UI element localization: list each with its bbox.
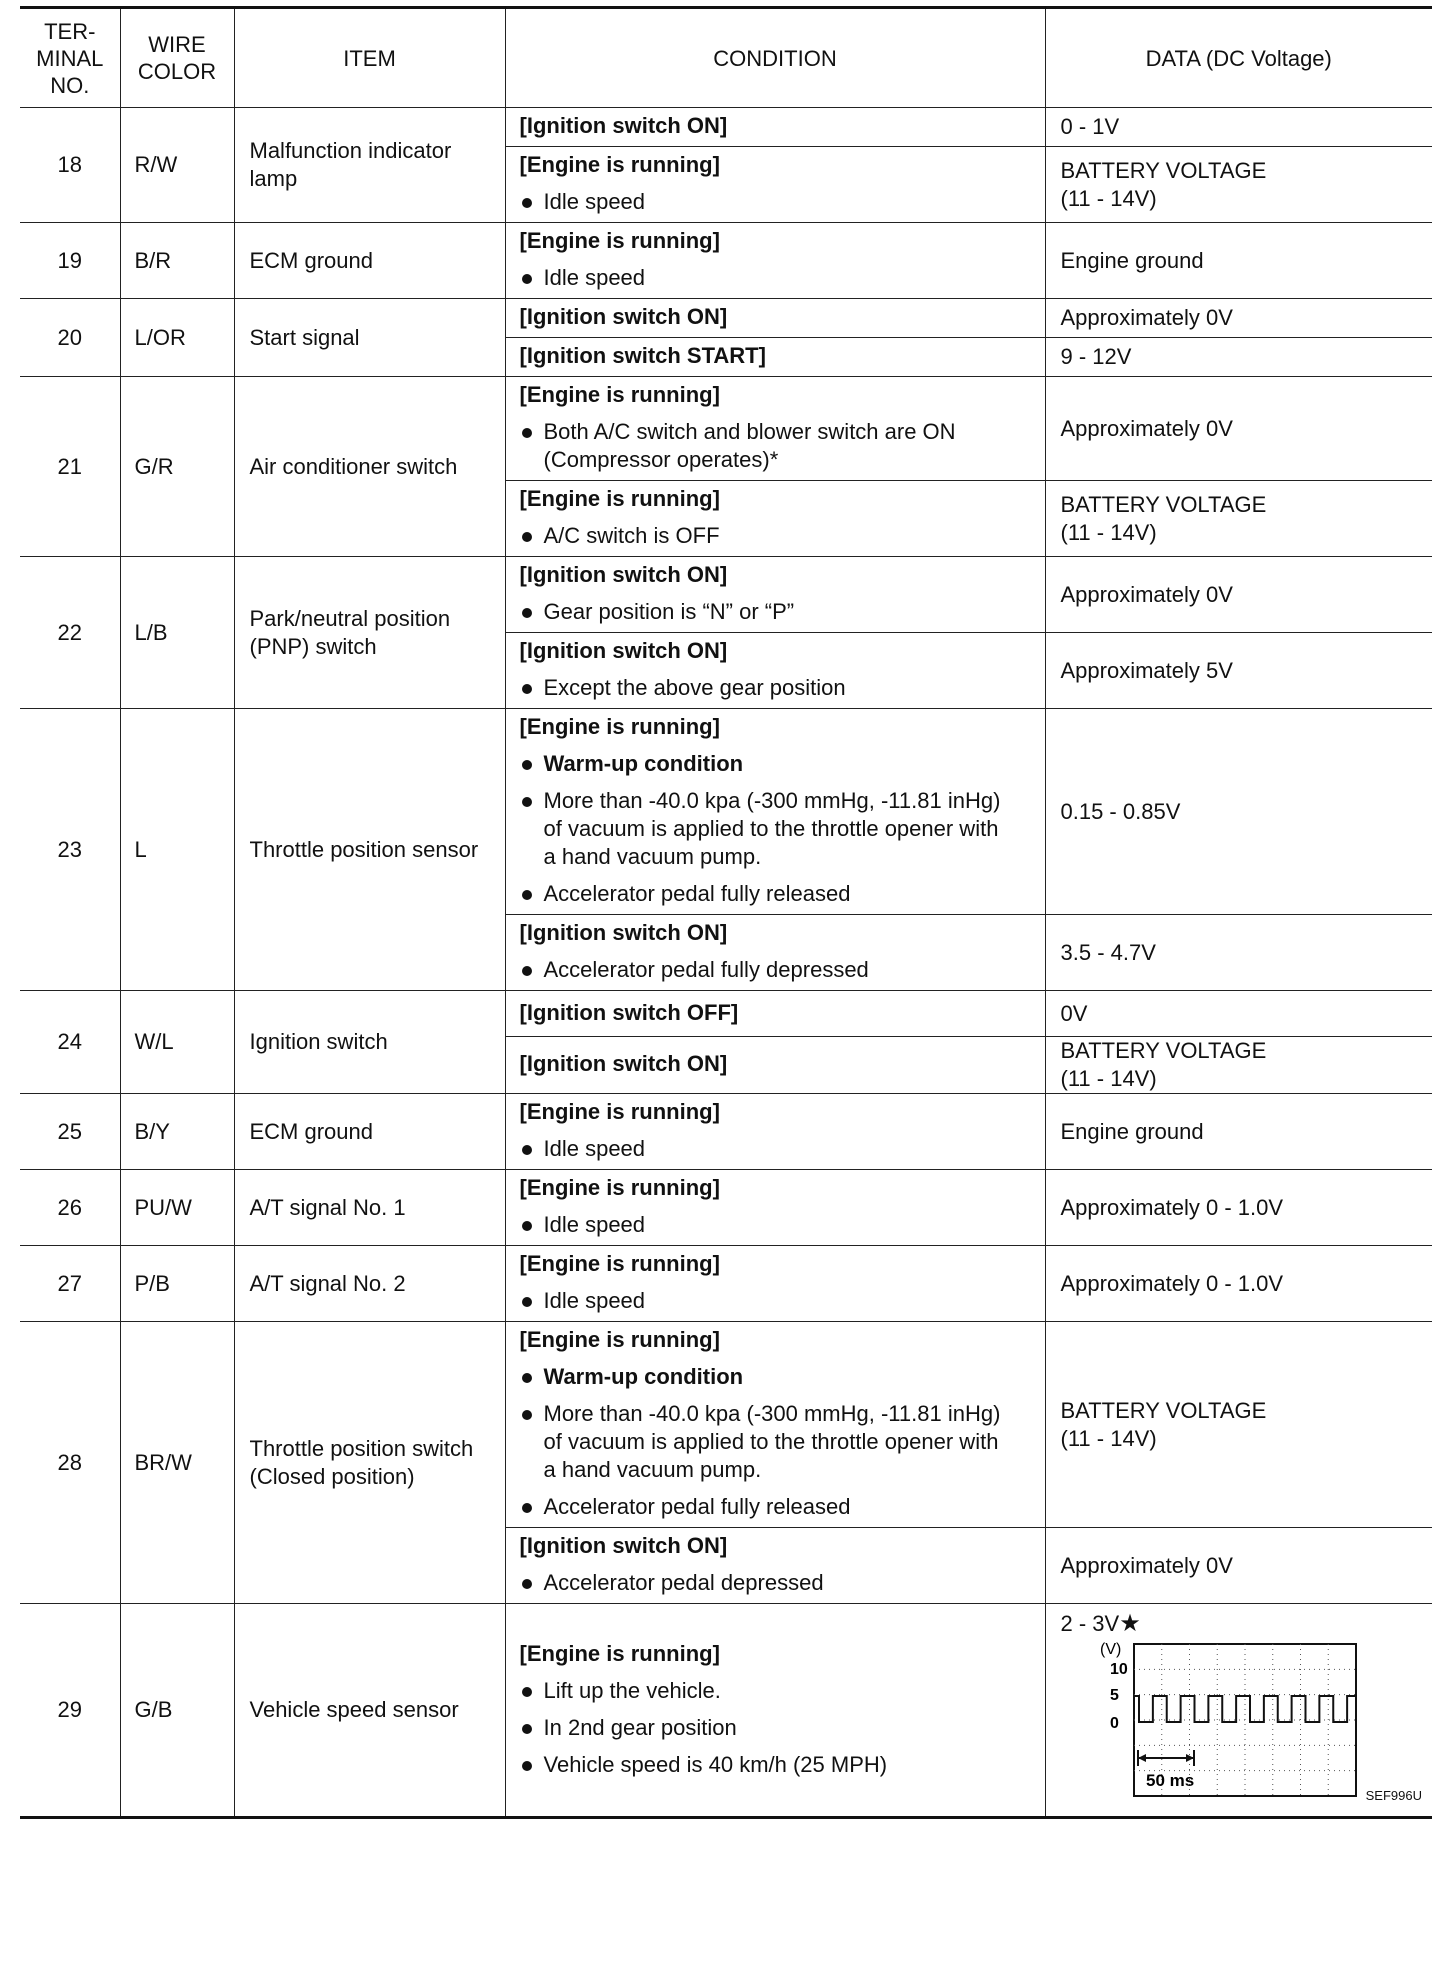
condition-heading: [Ignition switch OFF] — [519, 999, 739, 1025]
table-row — [20, 1170, 1432, 1246]
arrow-right-icon — [1186, 1754, 1194, 1762]
condition-bullet: Except the above gear position — [520, 674, 1037, 702]
y-tick-label: 5 — [1109, 1687, 1119, 1704]
condition-bullet: Warm-up condition — [520, 1363, 1037, 1391]
table-row — [20, 709, 1432, 915]
item-cell: A/T signal No. 2 — [234, 1246, 505, 1322]
item-cell: Ignition switch — [234, 991, 505, 1094]
header-data: DATA (DC Voltage) — [1045, 8, 1432, 108]
condition-cell — [505, 557, 1045, 633]
item-cell: Air conditioner switch — [234, 377, 505, 557]
condition-heading: [Engine is running] — [519, 1251, 720, 1276]
condition-cell — [505, 1528, 1045, 1604]
time-scale-label: 50 ms — [1145, 1771, 1194, 1790]
data-cell — [1045, 1604, 1432, 1818]
wire-color-cell: G/R — [120, 377, 234, 557]
condition-heading: [Ignition switch ON] — [519, 1533, 728, 1558]
condition-cell — [505, 709, 1045, 915]
item-cell: Vehicle speed sensor — [234, 1604, 505, 1818]
star-icon: ★ — [1119, 1610, 1141, 1637]
data-cell: Approximately 5V — [1045, 633, 1432, 709]
terminal-no-cell: 20 — [20, 299, 120, 377]
condition-cell — [505, 223, 1045, 299]
item-cell: ECM ground — [234, 1094, 505, 1170]
header-condition: CONDITION — [505, 8, 1045, 108]
condition-bullet: Idle speed — [520, 1135, 1037, 1163]
table-row — [20, 1322, 1432, 1528]
y-unit-label: (V) — [1099, 1641, 1121, 1658]
condition-heading: [Engine is running] — [519, 486, 720, 511]
condition-heading: [Engine is running] — [519, 1099, 720, 1124]
table-body — [20, 108, 1432, 1818]
item-cell: Start signal — [234, 299, 505, 377]
condition-heading: [Ignition switch ON] — [519, 638, 728, 663]
condition-cell — [505, 338, 1045, 377]
data-cell: 0 - 1V — [1045, 108, 1432, 147]
table-row — [20, 299, 1432, 338]
condition-cell — [505, 633, 1045, 709]
condition-bullet: Accelerator pedal fully released — [520, 1493, 1037, 1521]
data-cell: BATTERY VOLTAGE (11 - 14V) — [1045, 481, 1432, 557]
terminal-no-cell: 26 — [20, 1170, 120, 1246]
header-wire-color: WIRE COLOR — [120, 8, 234, 108]
table-row — [20, 1246, 1432, 1322]
condition-heading: [Ignition switch ON] — [519, 304, 728, 329]
wire-color-cell: L/B — [120, 557, 234, 709]
data-cell: Approximately 0V — [1045, 299, 1432, 338]
table-row — [20, 1604, 1432, 1818]
header-terminal-no: TER- MINAL NO. — [20, 8, 120, 108]
header-item: ITEM — [234, 8, 505, 108]
wire-color-cell: B/R — [120, 223, 234, 299]
y-tick-label: 0 — [1109, 1715, 1119, 1732]
item-cell: Malfunction indicator lamp — [234, 108, 505, 223]
wire-color-cell: R/W — [120, 108, 234, 223]
data-cell: Approximately 0V — [1045, 557, 1432, 633]
terminal-no-cell: 18 — [20, 108, 120, 223]
terminal-no-cell: 21 — [20, 377, 120, 557]
data-cell: Engine ground — [1045, 1094, 1432, 1170]
condition-bullet: Gear position is “N” or “P” — [520, 598, 1037, 626]
ecm-terminal-table — [20, 6, 1432, 1819]
item-cell: A/T signal No. 1 — [234, 1170, 505, 1246]
item-cell: Throttle position switch (Closed position) — [234, 1322, 505, 1604]
condition-cell — [505, 147, 1045, 223]
condition-cell — [505, 1094, 1045, 1170]
oscilloscope-waveform — [1096, 1638, 1416, 1798]
condition-bullet: More than -40.0 kpa (-300 mmHg, -11.81 inHg) of vacuum is applied to the throttle opener with a hand vacuum pump. — [520, 1400, 1037, 1484]
wire-color-cell: BR/W — [120, 1322, 234, 1604]
condition-cell — [505, 1604, 1045, 1818]
condition-cell — [505, 991, 1045, 1037]
item-cell: Park/neutral position (PNP) switch — [234, 557, 505, 709]
condition-heading: [Engine is running] — [519, 228, 720, 253]
terminal-no-cell: 19 — [20, 223, 120, 299]
condition-bullet: Accelerator pedal fully released — [520, 880, 1037, 908]
condition-heading: [Engine is running] — [519, 1327, 720, 1352]
wire-color-cell: G/B — [120, 1604, 234, 1818]
condition-bullet: Warm-up condition — [520, 750, 1037, 778]
table-row — [20, 1094, 1432, 1170]
terminal-data-sheet — [20, 6, 1432, 1819]
data-cell: BATTERY VOLTAGE (11 - 14V) — [1045, 1322, 1432, 1528]
table-row — [20, 991, 1432, 1037]
condition-heading: [Ignition switch ON] — [519, 113, 728, 138]
table-row — [20, 557, 1432, 633]
condition-cell — [505, 1170, 1045, 1246]
condition-bullet: Vehicle speed is 40 km/h (25 MPH) — [520, 1751, 1037, 1779]
item-cell: Throttle position sensor — [234, 709, 505, 991]
condition-heading: [Engine is running] — [519, 1175, 720, 1200]
condition-cell — [505, 377, 1045, 481]
condition-cell — [505, 481, 1045, 557]
condition-bullet: Idle speed — [520, 264, 1037, 292]
condition-bullet: Accelerator pedal depressed — [520, 1569, 1037, 1597]
condition-heading: [Engine is running] — [519, 152, 720, 177]
data-cell: 0V — [1045, 991, 1432, 1037]
condition-bullet: Idle speed — [520, 188, 1037, 216]
data-cell: 0.15 - 0.85V — [1045, 709, 1432, 915]
condition-bullet: Lift up the vehicle. — [520, 1677, 1037, 1705]
condition-heading: [Engine is running] — [519, 714, 720, 739]
wire-color-cell: L/OR — [120, 299, 234, 377]
wire-color-cell: P/B — [120, 1246, 234, 1322]
condition-cell — [505, 1037, 1045, 1094]
condition-bullet: Idle speed — [520, 1287, 1037, 1315]
data-cell: 3.5 - 4.7V — [1045, 915, 1432, 991]
condition-bullet: Idle speed — [520, 1211, 1037, 1239]
condition-cell — [505, 1322, 1045, 1528]
figure-code: SEF996U — [1365, 1788, 1422, 1803]
data-cell: Approximately 0V — [1045, 1528, 1432, 1604]
data-cell: Approximately 0 - 1.0V — [1045, 1170, 1432, 1246]
condition-heading: [Ignition switch ON] — [519, 1051, 728, 1076]
data-cell: Approximately 0V — [1045, 377, 1432, 481]
data-cell: BATTERY VOLTAGE (11 - 14V) — [1045, 1037, 1432, 1094]
condition-bullet: Both A/C switch and blower switch are ON (Compressor operates)* — [520, 418, 1037, 474]
condition-heading: [Ignition switch ON] — [519, 920, 728, 945]
terminal-no-cell: 28 — [20, 1322, 120, 1604]
condition-bullet: Accelerator pedal fully depressed — [520, 956, 1037, 984]
table-row — [20, 108, 1432, 147]
condition-bullet: A/C switch is OFF — [520, 522, 1037, 550]
condition-cell — [505, 915, 1045, 991]
condition-heading: [Engine is running] — [519, 382, 720, 407]
data-cell: Approximately 0 - 1.0V — [1045, 1246, 1432, 1322]
terminal-no-cell: 22 — [20, 557, 120, 709]
table-row — [20, 377, 1432, 481]
data-cell: Engine ground — [1045, 223, 1432, 299]
waveform-figure — [1046, 1604, 1433, 1814]
data-cell: 9 - 12V — [1045, 338, 1432, 377]
y-tick-label: 10 — [1109, 1661, 1128, 1678]
condition-cell — [505, 1246, 1045, 1322]
arrow-left-icon — [1138, 1754, 1146, 1762]
condition-heading: [Engine is running] — [519, 1640, 720, 1666]
condition-bullet: More than -40.0 kpa (-300 mmHg, -11.81 inHg) of vacuum is applied to the throttle opener with a hand vacuum pump. — [520, 787, 1037, 871]
header-row — [20, 8, 1432, 108]
terminal-no-cell: 29 — [20, 1604, 120, 1818]
wire-color-cell: L — [120, 709, 234, 991]
condition-heading: [Ignition switch ON] — [519, 562, 728, 587]
data-value: 2 - 3V★ — [1060, 1610, 1141, 1637]
condition-heading: [Ignition switch START] — [519, 343, 766, 368]
condition-cell — [505, 108, 1045, 147]
wire-color-cell: PU/W — [120, 1170, 234, 1246]
terminal-no-cell: 23 — [20, 709, 120, 991]
terminal-no-cell: 25 — [20, 1094, 120, 1170]
data-cell: BATTERY VOLTAGE (11 - 14V) — [1045, 147, 1432, 223]
wire-color-cell: B/Y — [120, 1094, 234, 1170]
terminal-no-cell: 24 — [20, 991, 120, 1094]
condition-bullet: In 2nd gear position — [520, 1714, 1037, 1742]
terminal-no-cell: 27 — [20, 1246, 120, 1322]
item-cell: ECM ground — [234, 223, 505, 299]
table-row — [20, 223, 1432, 299]
wire-color-cell: W/L — [120, 991, 234, 1094]
condition-cell — [505, 299, 1045, 338]
